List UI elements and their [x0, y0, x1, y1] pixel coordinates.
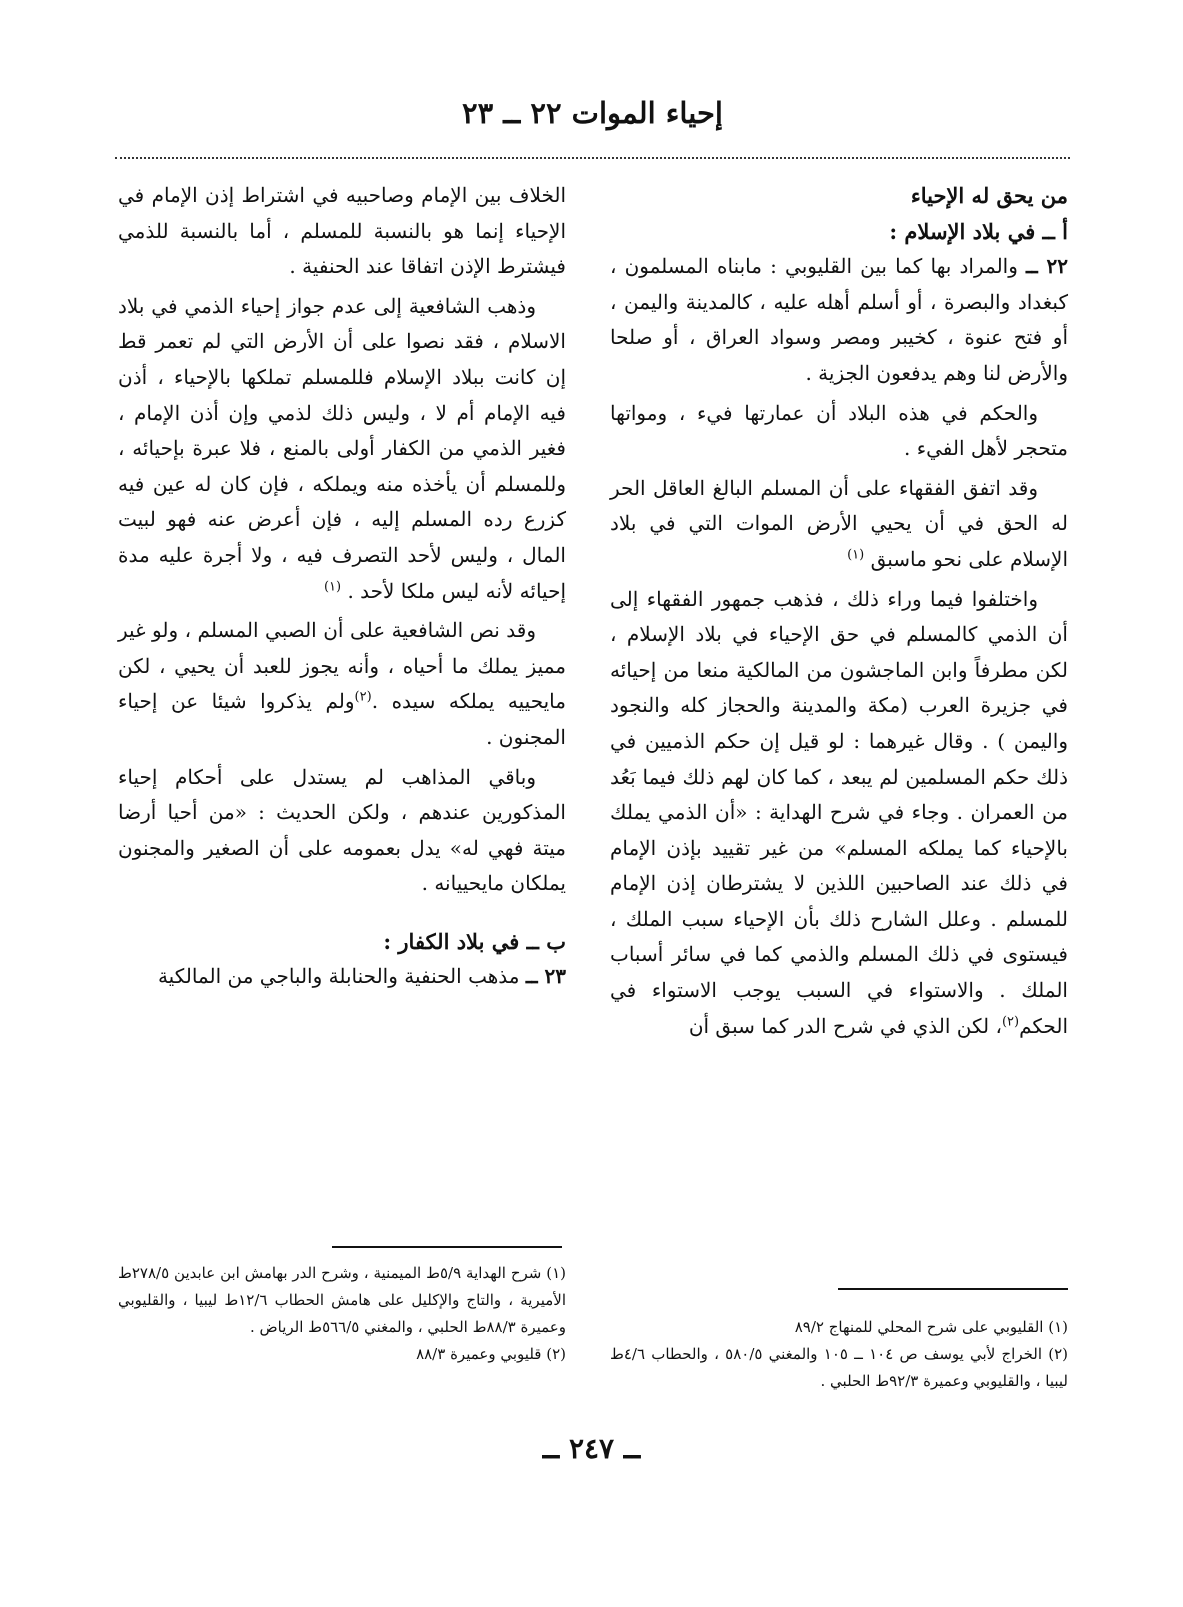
right-column: [610, 178, 1068, 1048]
paragraph: وباقي المذاهب لم يستدل على أحكام إحياء المذكورين عندهم ، ولكن الحديث : «من أحيا أرضا ميتة فهي له» يدل بعمومه على أن الصغير والمجنون يملكان مايحييانه .: [118, 764, 566, 896]
footnote: (١) شرح الهداية ٥/٩ط الميمنية ، وشرح الدر بهامش ابن عابدين ٢٧٨/٥ط الأميرية ، والتاج والإكليل على هامش الحطاب ١٢/٦ط ليبيا ، والقليوبي وعميرة ٨٨/٣ط الحلبي ، والمغني ٥٦٦/٥ط الرياض .: [118, 1264, 567, 1336]
paragraph: [610, 249, 1068, 391]
footnote-divider: [838, 1288, 1068, 1290]
footnote-divider: [332, 1246, 562, 1248]
footnote: (٢) قليوبي وعميرة ٨٨/٣: [416, 1345, 566, 1363]
paragraph-number: ٢٣ ــ: [525, 964, 566, 989]
paragraph: [610, 582, 1068, 1045]
footnote-ref: (٢): [354, 689, 372, 705]
paragraph: [610, 471, 1068, 578]
header-dotted-rule: [115, 157, 1070, 159]
paragraph-text: وقد اتفق الفقهاء على أن المسلم البالغ العاقل الحر له الحق في أن يحيي الأرض الموات التي في بلاد الإسلام على نحو ماسبق: [610, 475, 1068, 571]
paragraph-text: والمراد بها كما بين القليوبي : مابناه المسلمون ، كبغداد والبصرة ، أو أسلم أهله عليه ، كالمدينة واليمن ، أو فتح عنوة ، كخيبر ومصر وسواد العراق ، أو صلحا والأرض لنا وهم يدفعون الجزية .: [610, 254, 1068, 385]
page-header-title: إحياء الموات ٢٢ ــ ٢٣: [462, 96, 723, 130]
paragraph: والحكم في هذه البلاد أن عمارتها فيء ، ومواتها متحجر لأهل الفيء .: [610, 400, 1068, 461]
paragraph: [118, 959, 566, 995]
paragraph-text: ولم يذكروا شيئا عن إحياء المجنون .: [118, 689, 566, 749]
subsection-heading: أ ــ في بلاد الإسلام :: [889, 218, 1068, 244]
paragraph-text: وذهب الشافعية إلى عدم جواز إحياء الذمي في بلاد الاسلام ، فقد نصوا على أن الأرض التي لم تعمر قط إن كانت ببلاد الإسلام فللمسلم تملكها بالإحياء ، أذن فيه الإمام أم لا ، وليس ذلك لذمي وإن أذن الإمام ، فغير الذمي من الكفار أولى بالمنع ، فلا عبرة بإحيائه ، وللمسلم أن يأخذه منه ويملكه ، فإن كان له عين فيه كزرع رده المسلم إليه ، فإن أعرض عنه فهو لبيت المال ، وليس لأحد التصرف فيه ، ولا أجرة عليه مدة إحيائه لأنه ليس ملكا لأحد .: [118, 293, 566, 603]
paragraph: [118, 289, 566, 609]
footnote: (٢) الخراج لأبي يوسف ص ١٠٤ ــ ١٠٥ والمغني ٥٨٠/٥ ، والحطاب ٤/٦ط ليبيا ، والقليوبي وعميرة ٩٢/٣ط الحلبي .: [610, 1345, 1068, 1390]
subsection-heading: ب ــ في بلاد الكفار :: [383, 928, 566, 954]
footnote-ref: (٢): [1001, 1014, 1020, 1029]
left-column: [118, 178, 566, 999]
paragraph-text: مذهب الحنفية والحنابلة والباجي من المالكية: [157, 964, 520, 989]
paragraph: الخلاف بين الإمام وصاحبيه في اشتراط إذن الإمام في الإحياء إنما هو بالنسبة للمسلم ، أما بالنسبة للذمي فيشترط الإذن اتفاقا عند الحنفية .: [118, 183, 566, 279]
footnote-ref: (١): [323, 578, 342, 594]
footnotes-left: [118, 1260, 566, 1368]
footnote-ref: (١): [847, 547, 865, 563]
paragraph-text: واختلفوا فيما وراء ذلك ، فذهب جمهور الفقهاء إلى أن الذمي كالمسلم في حق الإحياء في بلاد الإسلام ، لكن مطرفاً وابن الماجشون من المالكية منعا من إحيائه في جزيرة العرب (مكة والمدينة والحجاز كله والنجود واليمن ) . وقال غيرهما : لو قيل إن حكم الذميين في ذلك حكم المسلمين لم يبعد ، كما كان لهم ذلك فيما بَعُد من العمران . وجاء في شرح الهداية : «أن الذمي يملك بالإحياء كما يملكه المسلم» من غير تقييد بإذن الإمام في ذلك عند الصاحبين اللذين لا يشترطان إذن الإمام للمسلم . وعلل الشارح ذلك بأن الإحياء سبب الملك ، فيستوى في ذلك المسلم والذمي كما في سائر أسباب الملك . والاستواء في السبب يوجب الاستواء في الحكم: [610, 586, 1068, 1038]
paragraph-text: ، لكن الذي في شرح الدر كما سبق أن: [688, 1013, 1002, 1038]
paragraph: [118, 613, 566, 755]
section-heading: من يحق له الإحياء: [910, 183, 1068, 208]
footnotes-right: [610, 1314, 1068, 1395]
paragraph-number: ٢٢ ــ: [1026, 254, 1068, 279]
page-number: ــ ٢٤٧ ــ: [542, 1432, 641, 1465]
paragraph-text: وقد نص الشافعية على أن الصبي المسلم ، ولو غير مميز يملك ما أحياه ، وأنه يجوز للعبد أن يحيي ، لكن مايحييه يملكه سيده .: [118, 618, 566, 714]
footnote: (١) القليوبي على شرح المحلي للمنهاج ٨٩/٢: [794, 1318, 1068, 1336]
